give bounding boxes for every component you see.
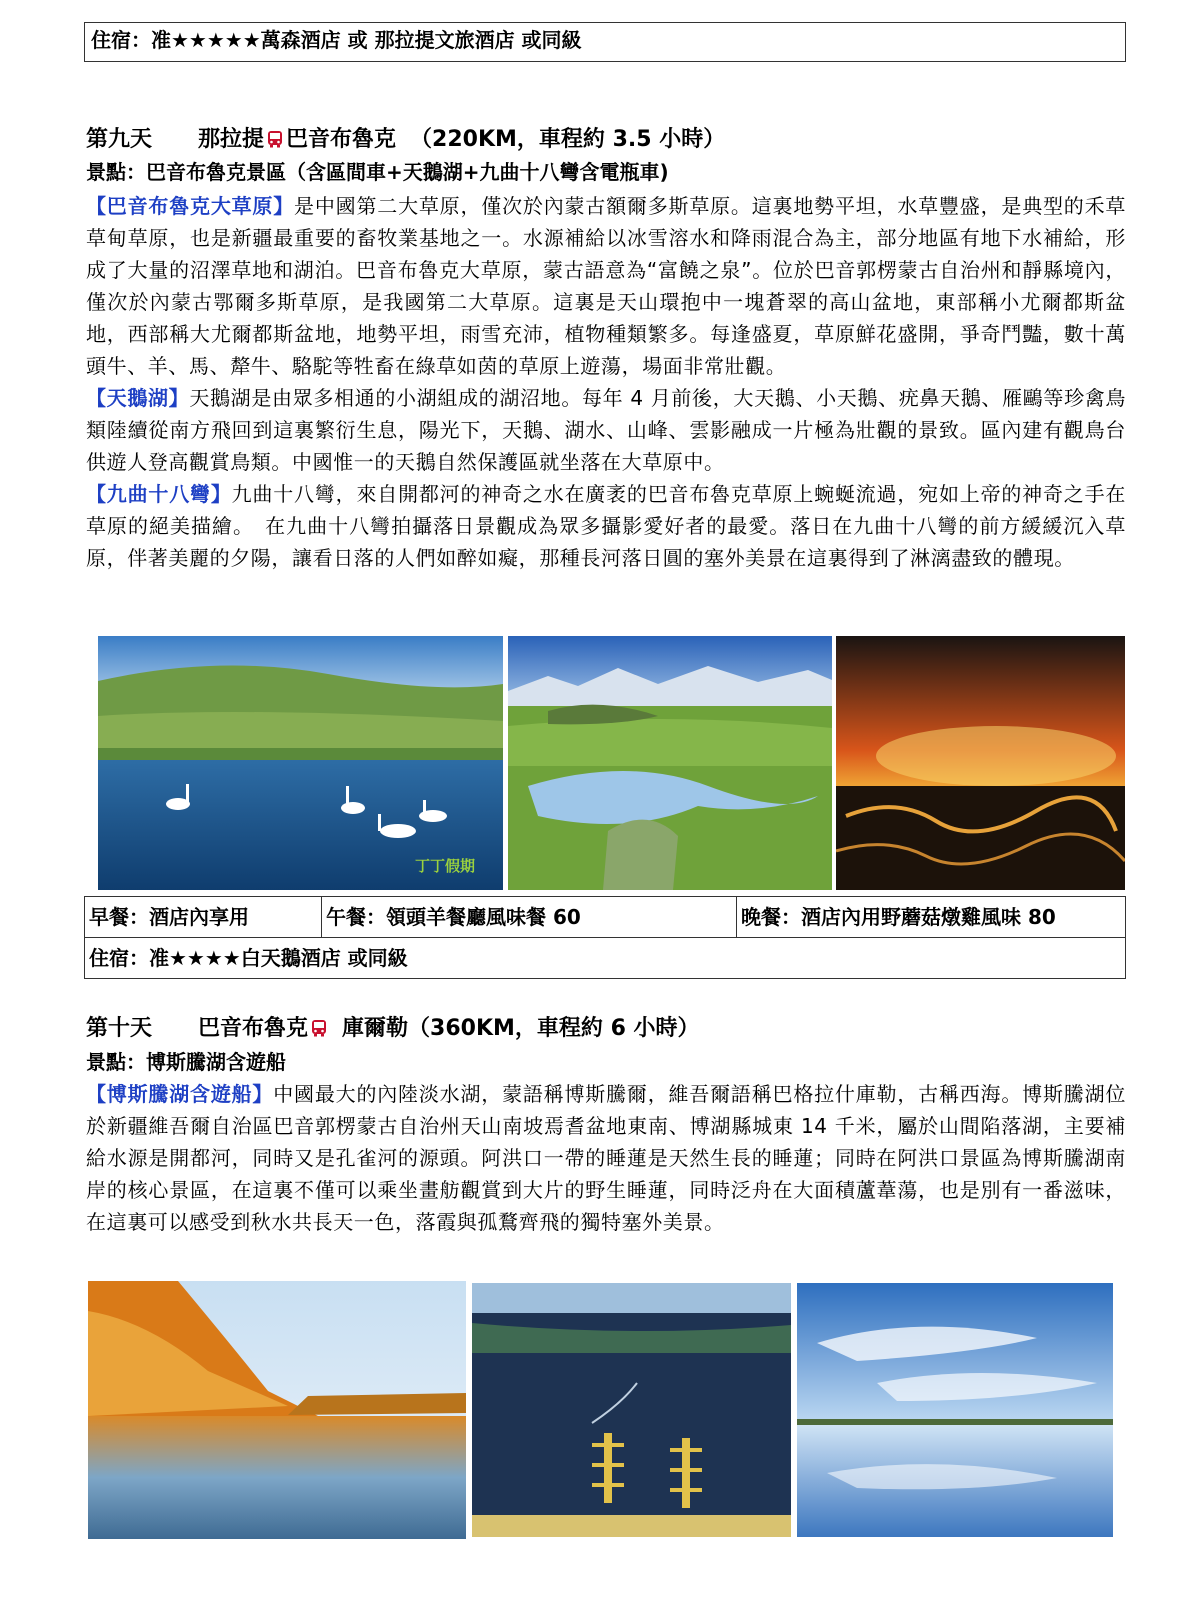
- day9-spots: 景點：巴音布魯克景區（含區間車+天鵝湖+九曲十八彎含電瓶車): [86, 160, 669, 184]
- day10-distance: （360KM，車程約 6 小時）: [408, 1016, 700, 1041]
- day10-to: 庫爾勒: [342, 1016, 409, 1041]
- day10-title: [86, 1014, 700, 1044]
- day9-lodging-row: [84, 937, 1126, 979]
- sunset-river-bends-photo: [836, 636, 1125, 890]
- bus-icon: [310, 1019, 328, 1037]
- section-heading: 【九曲十八彎】: [86, 482, 232, 506]
- day9-from: 那拉提: [198, 127, 265, 152]
- section-heading: 【天鵝湖】: [86, 386, 190, 410]
- photo-watermark: 丁丁假期: [414, 857, 475, 875]
- top-lodging-text: 住宿：准★★★★★萬森酒店 或 那拉提文旅酒店 或同級: [91, 28, 582, 52]
- lodging-cell: 住宿：准★★★★白天鵝酒店 或同級: [89, 946, 408, 970]
- day9-distance: （220KM，車程約 3.5 小時）: [410, 127, 726, 152]
- section-text: 中國最大的內陸淡水湖，蒙語稱博斯騰爾，維吾爾語稱巴格拉什庫勒，古稱西海。博斯騰湖位於新疆維吾爾自治區巴音郭楞蒙古自治州天山南坡焉耆盆地東南、博湖縣城東 14 千米，屬於山間陷落湖，主要補給水源是開都河，同時又是孔雀河的源頭。阿洪口一帶的睡蓮是天然生長的睡蓮；同時在阿洪口景區為博斯騰湖南岸的核心景區，在這裏不僅可以乘坐畫舫觀賞到大片的野生睡蓮，同時泛舟在大面積蘆葦蕩，也是別有一番滋味，在這裏可以感受到秋水共長天一色，落霞與孤鶩齊飛的獨特塞外美景。: [86, 1082, 1126, 1234]
- day10-from: 巴音布魯克: [198, 1016, 309, 1041]
- bosten-lake-sky-reflection-photo: [797, 1283, 1113, 1537]
- day9-to: 巴音布魯克: [286, 127, 397, 152]
- bosten-lake-pier-photo: [472, 1283, 791, 1537]
- day9-description: [86, 190, 1126, 574]
- section-heading: 【巴音布魯克大草原】: [86, 194, 295, 218]
- top-lodging-box: [84, 22, 1126, 62]
- day9-meals-row: [84, 896, 1126, 938]
- day10-description: [86, 1078, 1126, 1238]
- bosten-lake-autumn-photo: [88, 1281, 466, 1539]
- day10-label: 第十天: [86, 1016, 153, 1041]
- bus-icon: [266, 130, 284, 148]
- section-text: 是中國第二大草原，僅次於內蒙古額爾多斯草原。這裏地勢平坦，水草豐盛，是典型的禾草草甸草原，也是新疆最重要的畜牧業基地之一。水源補給以冰雪溶水和降雨混合為主，部分地區有地下水補給，形成了大量的沼澤草地和湖泊。巴音布魯克大草原，蒙古語意為“富饒之泉”。位於巴音郭楞蒙古自治州和靜縣境內，僅次於內蒙古鄂爾多斯草原，是我國第二大草原。這裏是天山環抱中一塊蒼翠的高山盆地，東部稱小尤爾都斯盆地，西部稱大尤爾都斯盆地，地勢平坦，雨雪充沛，植物種類繁多。每逢盛夏，草原鮮花盛開，爭奇鬥豔，數十萬頭牛、羊、馬、犛牛、駱駝等牲畜在綠草如茵的草原上遊蕩，場面非常壯觀。: [86, 194, 1127, 378]
- section-text: 九曲十八彎，來自開都河的神奇之水在廣袤的巴音布魯克草原上蜿蜒流過，宛如上帝的神奇之手在草原的絕美描繪。 在九曲十八彎拍攝落日景觀成為眾多攝影愛好者的最愛。落日在九曲十八彎的前方緩緩沉入草原，伴著美麗的夕陽，讓看日落的人們如醉如癡，那種長河落日圓的塞外美景在這裏得到了淋漓盡致的體現。: [86, 482, 1126, 570]
- day10-spots: 景點：博斯騰湖含遊船: [86, 1050, 286, 1074]
- bayinbuluke-grassland-photo: [508, 636, 832, 890]
- lunch-cell: 午餐：領頭羊餐廳風味餐 60: [321, 897, 736, 937]
- breakfast-cell: 早餐：酒店內享用: [89, 905, 249, 929]
- section-heading: 【博斯騰湖含遊船】: [86, 1082, 274, 1106]
- day9-title: [86, 125, 725, 155]
- swan-lake-photo: [98, 636, 503, 890]
- day9-label: 第九天: [86, 127, 153, 152]
- dinner-cell: 晚餐：酒店內用野蘑菇燉雞風味 80: [736, 897, 1125, 937]
- section-text: 天鵝湖是由眾多相通的小湖組成的湖沼地。每年 4 月前後，大天鵝、小天鵝、疣鼻天鵝、雁鷗等珍禽鳥類陸續從南方飛回到這裏繁衍生息，陽光下，天鵝、湖水、山峰、雲影融成一片極為壯觀的景致。區內建有觀鳥台供遊人登高觀賞鳥類。中國惟一的天鵝自然保護區就坐落在大草原中。: [86, 386, 1127, 474]
